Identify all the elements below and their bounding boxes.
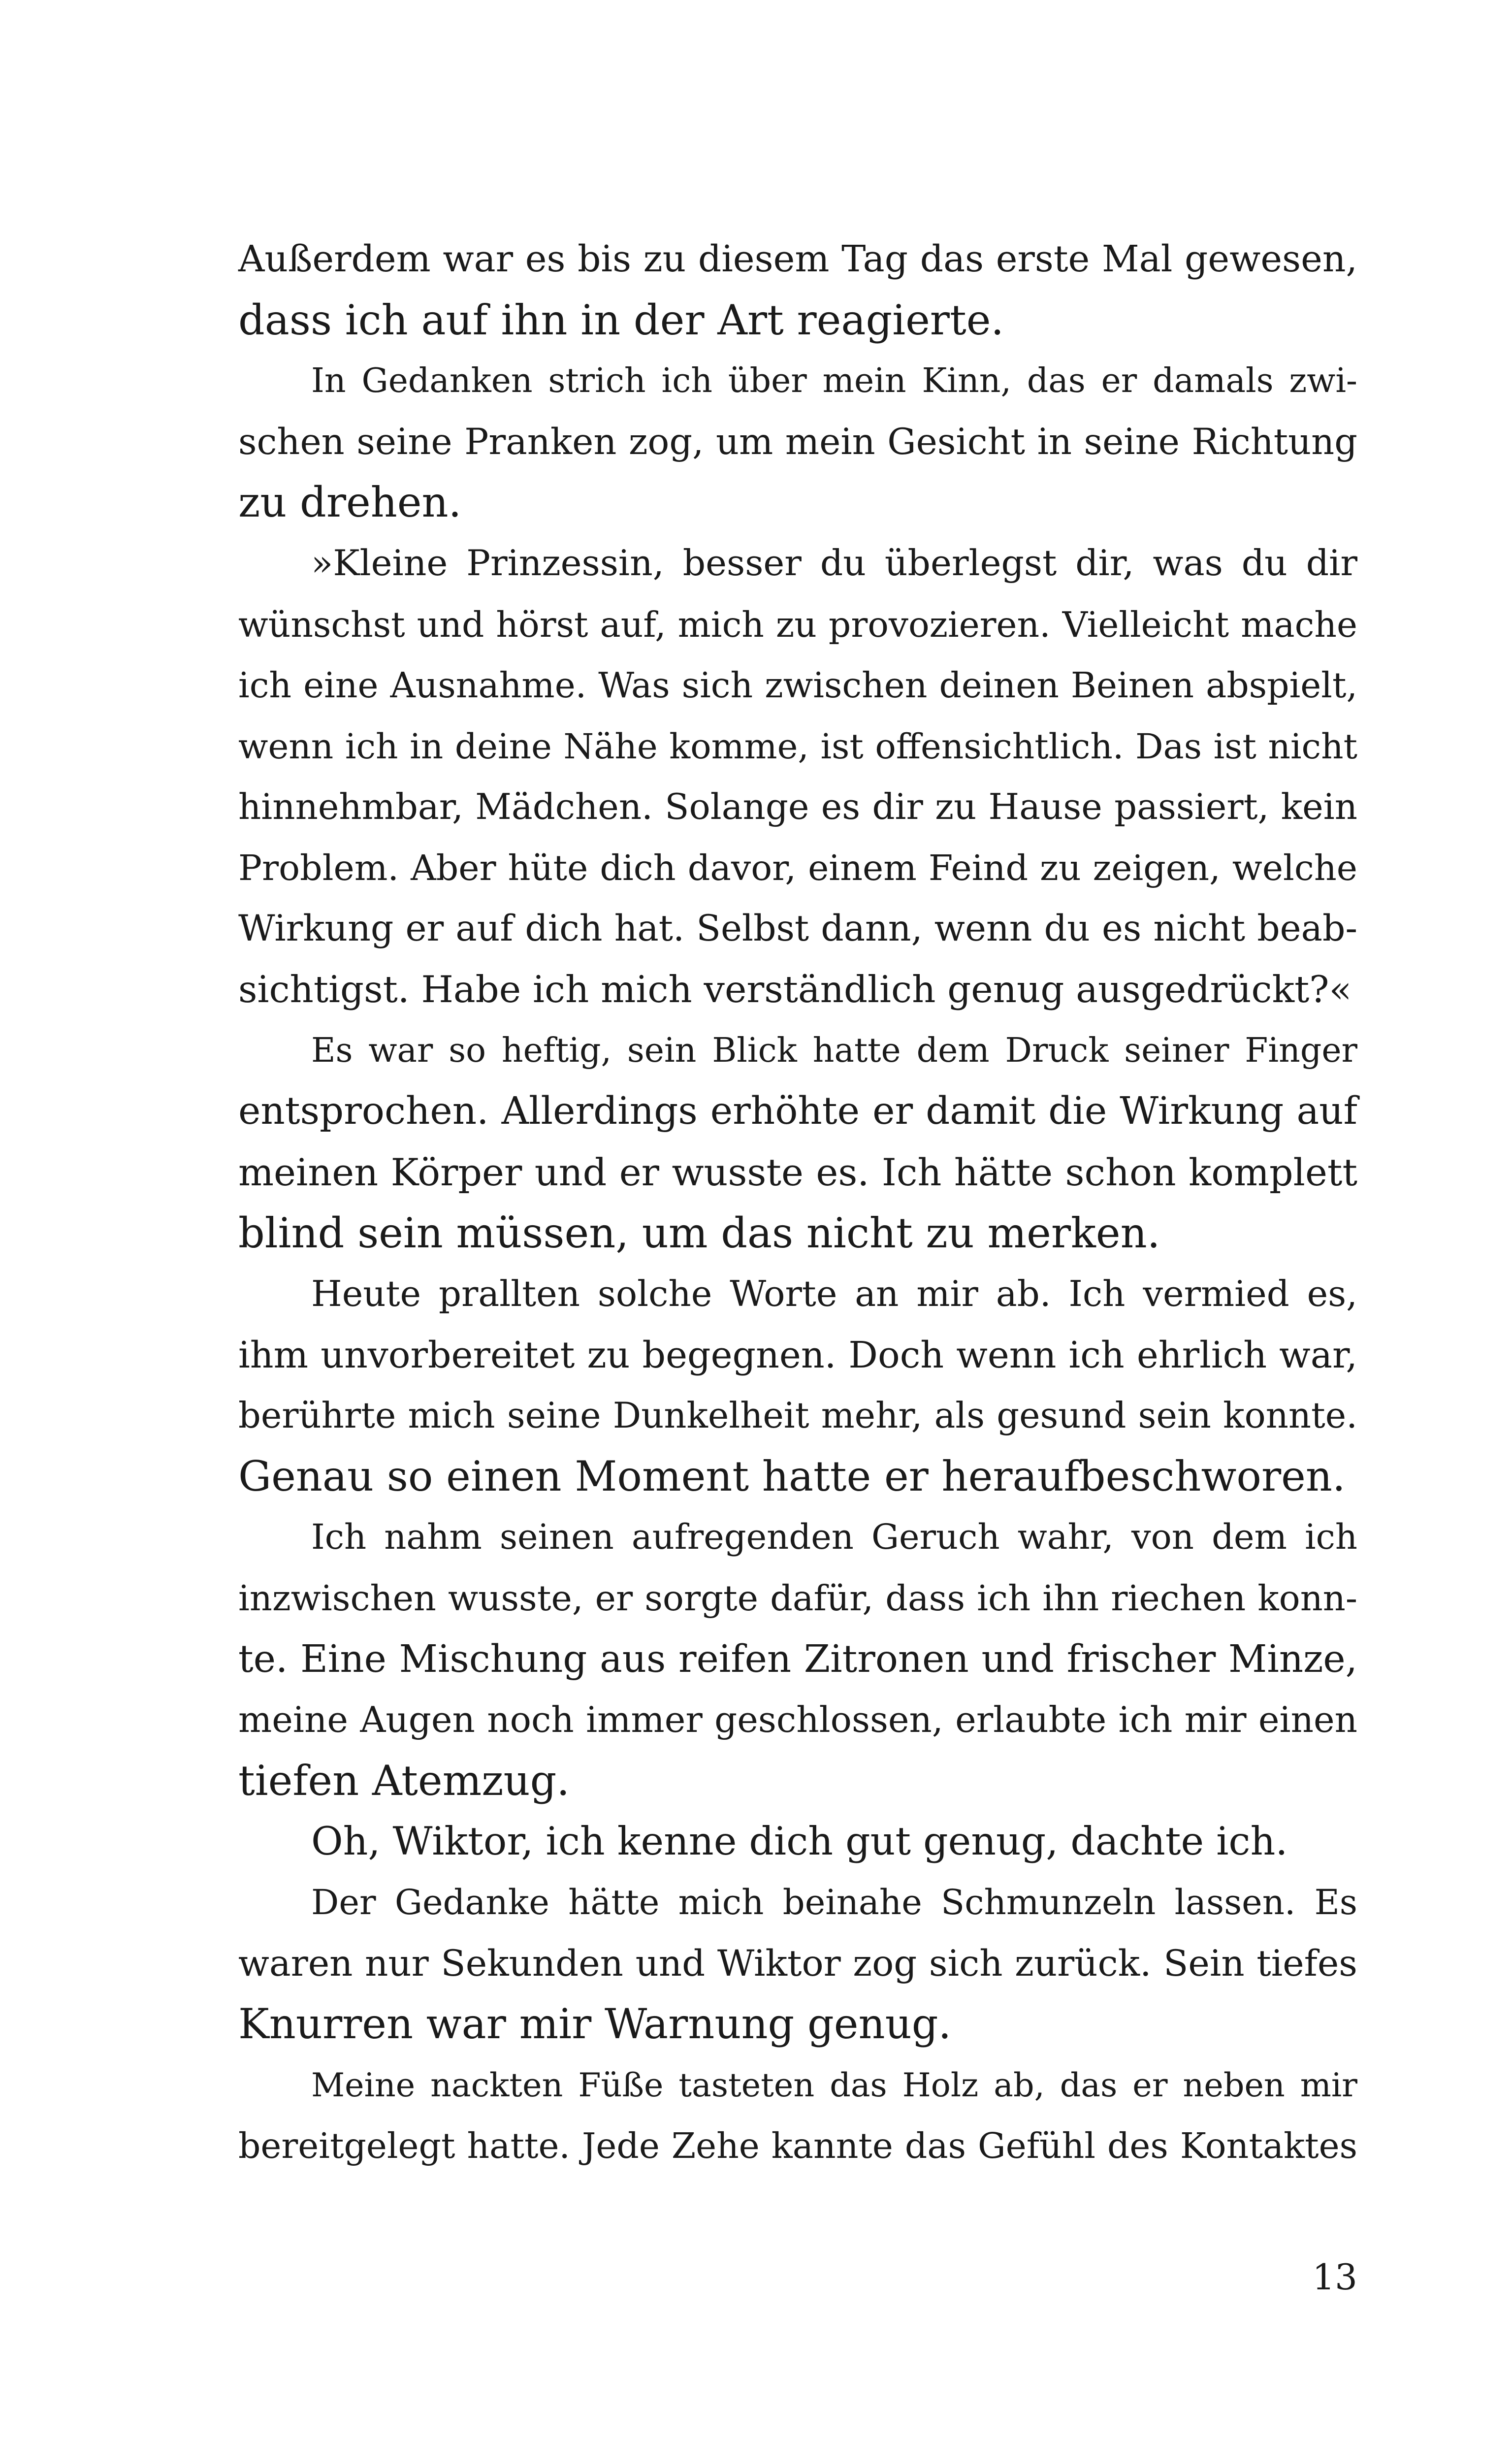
text-line: inzwischen wusste, er sorgte dafür, dass ich ihn riechen konn- xyxy=(238,1578,1357,1619)
text-line: Wirkung er auf dich hat. Selbst dann, wenn du es nicht beab- xyxy=(238,908,1357,949)
text-line: berührte mich seine Dunkelheit mehr, als gesund sein konnte. xyxy=(238,1395,1357,1436)
text-line: Problem. Aber hüte dich davor, einem Feind zu zeigen, welche xyxy=(238,847,1357,888)
text-line: ich eine Ausnahme. Was sich zwischen deinen Beinen abspielt, xyxy=(238,665,1357,706)
text-line: Heute prallten solche Worte an mir ab. Ich vermied es, xyxy=(311,1273,1357,1315)
page-number: 13 xyxy=(1312,2256,1357,2298)
text-line: Oh, Wiktor, ich kenne dich gut genug, dachte ich. xyxy=(311,1819,1288,1864)
text-line: bereitgelegt hatte. Jede Zehe kannte das Gefühl des Kontaktes xyxy=(238,2125,1357,2167)
text-line: Genau so einen Moment hatte er heraufbeschworen. xyxy=(238,1452,1346,1500)
text-line: sichtigst. Habe ich mich verständlich genug ausgedrückt?« xyxy=(238,968,1352,1011)
text-line: Außerdem war es bis zu diesem Tag das erste Mal gewesen, xyxy=(238,238,1357,280)
text-line: dass ich auf ihn in der Art reagierte. xyxy=(238,295,1004,344)
text-line: zu drehen. xyxy=(238,478,462,527)
text-line: wünschst und hörst auf, mich zu provozieren. Vielleicht mache xyxy=(238,604,1357,645)
text-line: schen seine Pranken zog, um mein Gesicht in seine Richtung xyxy=(238,421,1357,463)
text-line: Meine nackten Füße tasteten das Holz ab, das er neben mir xyxy=(311,2065,1357,2104)
text-line: waren nur Sekunden und Wiktor zog sich zurück. Sein tiefes xyxy=(238,1942,1357,1985)
text-line: Knurren war mir Warnung genug. xyxy=(238,2000,952,2049)
text-line: In Gedanken strich ich über mein Kinn, das er damals zwi- xyxy=(311,361,1357,401)
text-line: Der Gedanke hätte mich beinahe Schmunzeln lassen. Es xyxy=(311,1882,1357,1923)
text-line: meinen Körper und er wusste es. Ich hätte schon komplett xyxy=(238,1150,1357,1194)
text-line: ihm unvorbereitet zu begegnen. Doch wenn ich ehrlich war, xyxy=(238,1333,1357,1376)
text-line: Es war so heftig, sein Blick hatte dem Druck seiner Finger xyxy=(311,1031,1357,1070)
text-line: wenn ich in deine Nähe komme, ist offensichtlich. Das ist nicht xyxy=(238,725,1357,767)
text-line: tiefen Atemzug. xyxy=(238,1756,570,1805)
text-line: meine Augen noch immer geschlossen, erlaubte ich mir einen xyxy=(238,1699,1357,1741)
text-line: Ich nahm seinen aufregenden Geruch wahr, von dem ich xyxy=(311,1517,1357,1558)
body-text xyxy=(238,229,1357,2177)
text-line: »Kleine Prinzessin, besser du überlegst dir, was du dir xyxy=(311,542,1357,584)
text-line: entsprochen. Allerdings erhöhte er damit die Wirkung auf xyxy=(238,1089,1357,1134)
text-line: blind sein müssen, um das nicht zu merken. xyxy=(238,1208,1160,1257)
text-line: te. Eine Mischung aus reifen Zitronen und frischer Minze, xyxy=(238,1637,1357,1681)
text-line: hinnehmbar, Mädchen. Solange es dir zu Hause passiert, kein xyxy=(238,786,1357,828)
